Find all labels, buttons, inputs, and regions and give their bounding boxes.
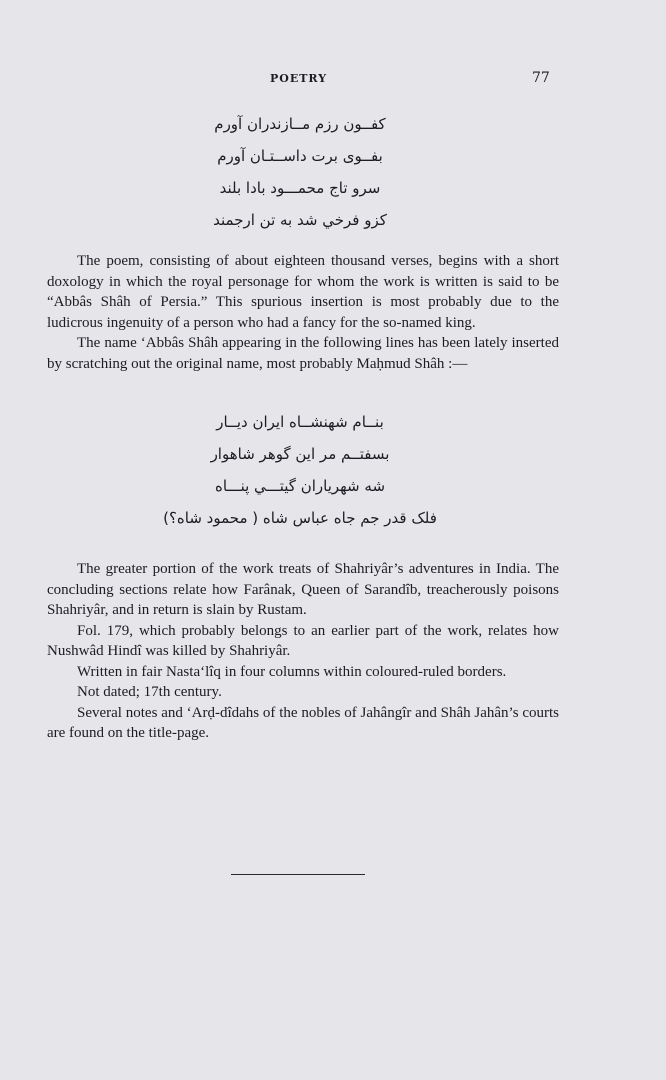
- verse-line: سرو تاج محمـــود بادا بلند: [219, 179, 381, 197]
- paragraph: The greater portion of the work treats of Shahriyâr’s adventures in India. The concluding sections relate how Farânak, Queen of Sarandîb, treacherously poisons Shahriyâr, and in return is slain by Rustam.: [47, 561, 559, 618]
- paragraph: The poem, consisting of about eighteen thousand verses, begins with a short doxology in which the royal personage for whom the work is written is said to be “Abbâs Shâh of Persia.” This spurious insertion is most probably due to the ludicrous ingenuity of a person who had a fancy for the so-named king.: [47, 253, 559, 331]
- verse-line: فلک قدر جم جاه عباس شاه ( محمود شاه؟): [163, 509, 437, 527]
- paragraph: Written in fair Nasta‘lîq in four columns within coloured-ruled borders.: [77, 663, 507, 680]
- page-header: [0, 70, 666, 90]
- prose-section-second: [47, 559, 559, 744]
- closing-rule: [231, 874, 365, 875]
- paragraph: The name ‘Abbâs Shâh appearing in the following lines has been lately inserted by scratching out the original name, most probably Maḥmud Shâh :—: [47, 335, 559, 372]
- persian-verses-second: [120, 406, 480, 534]
- paragraph: Not dated; 17th century.: [77, 684, 222, 700]
- running-head: POETRY: [270, 72, 328, 85]
- verse-line: شه شهریاران گیتـــي پنـــاه: [214, 477, 386, 495]
- verse-line: بنــام شهنشــاه ایران دیــار: [216, 413, 384, 431]
- verse-line: بسفتــم مر این گوهر شاهوار: [210, 445, 390, 463]
- verse-line: کفــون رزم مــازندران آورم: [214, 115, 386, 133]
- persian-verses-first: [150, 108, 450, 236]
- verse-line: بفــوی برت داســتـان آورم: [217, 147, 383, 165]
- verse-line: کزو فرخي شد به تن ارجمند: [213, 211, 387, 229]
- paragraph: Several notes and ‘Arḍ-dîdahs of the nobles of Jahângîr and Shâh Jahân’s courts are found on the title-page.: [47, 704, 559, 741]
- page-number: 77: [532, 70, 550, 86]
- prose-section-first: [47, 251, 559, 374]
- paragraph: Fol. 179, which probably belongs to an earlier part of the work, relates how Nushwâd Hindî was killed by Shahriyâr.: [47, 622, 559, 659]
